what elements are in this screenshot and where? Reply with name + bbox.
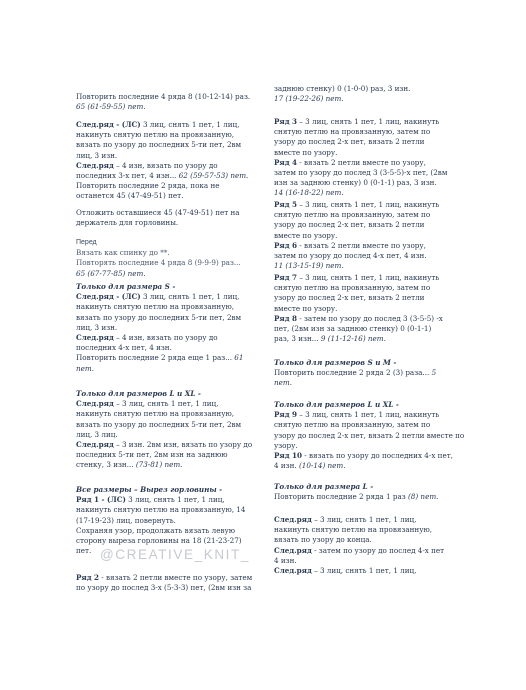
text-line: снятую петлю на провязанную, затем по bbox=[274, 210, 431, 220]
row-label: Ряд 6 bbox=[274, 240, 298, 250]
text-line: Сохраняя узор, продолжать вязать левую bbox=[76, 525, 235, 535]
row-label: След.ряд bbox=[76, 160, 114, 170]
left-block-3 bbox=[76, 208, 282, 228]
text-line: Вязать как спинку до **. bbox=[76, 248, 170, 258]
text-line: вместе по узору. bbox=[274, 147, 338, 157]
stitch-count: 61 bbox=[234, 353, 244, 363]
text-span: – 4 изн, вязать по узору до bbox=[113, 333, 218, 343]
text-line: 65 (61-59-55) пет. bbox=[76, 102, 146, 112]
text-line: лиц, 3 изн. bbox=[76, 322, 118, 332]
text-line: вместе по узору. bbox=[274, 230, 338, 240]
text-span: Повторить последние 2 ряда 1 раз bbox=[274, 492, 408, 502]
text-line: последних 4-х пет, 4 изн. bbox=[76, 343, 172, 353]
right-block-rows-3-4 bbox=[274, 117, 480, 199]
text-span: – 3 лиц, снять 1 пет, 1 лиц, накинуть bbox=[297, 410, 440, 420]
section-heading: Все размеры – Вырез горловины - bbox=[76, 485, 223, 494]
text-line: вязать по узору до конца. bbox=[274, 535, 372, 545]
text-span: последних 3-х пет, 4 изн... bbox=[76, 171, 179, 181]
text-span: – 3 лиц, снять 1 пет, 1 лиц, bbox=[113, 399, 219, 409]
text-line: затем по узору до послед 3 (3-5-5)-х пет, (2вм bbox=[274, 168, 448, 178]
stitch-count: пет. bbox=[76, 363, 94, 373]
text-line: пет, (2вм изн за заднюю стенку) 0 (0-1-1) bbox=[274, 324, 432, 334]
stitch-count: 65 (67-77-85) пет. bbox=[76, 268, 146, 278]
text-line: (17-19-23) лиц, повернуть. bbox=[76, 515, 176, 525]
section-heading: Только для размеров S и M - bbox=[274, 358, 397, 367]
text-span: - вязать 2 петли вместе по узору, затем bbox=[99, 573, 253, 582]
right-block-size-s-m bbox=[274, 358, 480, 389]
text-line: вместе по узору. bbox=[274, 303, 338, 313]
row-label: След.ряд bbox=[274, 566, 312, 576]
left-block-2 bbox=[76, 120, 282, 202]
text-line: затем по узору до послед 4-х пет, 4 изн. bbox=[274, 251, 427, 261]
text-line: узору до послед 2-х пет, вязать 2 петли bbox=[274, 293, 425, 303]
text-span: Повторить последние 2 ряда еще 1 раз... bbox=[76, 353, 235, 363]
text-line: накинуть снятую петлю на провязанную, bbox=[274, 525, 432, 535]
text-line: снятую петлю на провязанную, затем по bbox=[274, 283, 431, 293]
stitch-count: 11 (13-15-19) пет. bbox=[274, 261, 344, 271]
text-span: стенку, 3 изн... bbox=[76, 460, 136, 470]
section-heading: Только для размеров L и XL - bbox=[76, 389, 201, 398]
text-line: Повторить последние 4 ряда 8 (10-12-14) раз. bbox=[76, 92, 251, 101]
text-line: по узору до послед 3-х (5-3-3) пет, (2вм изн за bbox=[76, 583, 252, 593]
text-line: сторону выреза горловины на 18 (21-23-27) bbox=[76, 536, 242, 546]
text-span: – 3 изн. 2вм изн, вязать по узору до bbox=[113, 440, 253, 450]
text-line: заднюю стенку) 0 (1-0-0) раз, 3 изн. bbox=[274, 84, 411, 93]
section-heading: Перед bbox=[76, 239, 97, 246]
stitch-count: 9 (11-12-16) пет. bbox=[320, 334, 386, 344]
text-line: Отложить оставшиеся 45 (47-49-51) пет на bbox=[76, 208, 240, 217]
text-span: - затем по узору до послед 4-х пет bbox=[311, 545, 445, 555]
text-span: – 3 лиц, снять 1 пет, 1 лиц, накинуть bbox=[297, 200, 440, 209]
section-heading: Только для размера S - bbox=[76, 282, 176, 291]
text-line: узору до послед 2-х пет, вязать 2 петли вместе по bbox=[274, 430, 465, 440]
text-span: 3 лиц, снять 1 пет, 1 лиц, bbox=[140, 292, 240, 302]
text-line: накинуть снятую петлю на провязанную, bbox=[76, 130, 234, 140]
text-line: вязать по узору до последних 5-ти пет, 2вм bbox=[76, 312, 242, 322]
right-block-size-l-xl bbox=[274, 400, 480, 471]
text-line: вязать по узору до последних 5-ти пет, 2вм bbox=[76, 140, 242, 150]
text-span: 3 лиц, снять 1 пет, 1 лиц, bbox=[125, 495, 225, 505]
text-span: - вязать 2 петли вместе по узору, bbox=[297, 157, 426, 167]
row-label: Ряд 3 bbox=[274, 117, 298, 126]
text-line: накинуть снятую петлю на провязанную, 14 bbox=[76, 505, 246, 515]
left-block-neckline bbox=[76, 485, 282, 556]
stitch-count: 62 (59-57-53) пет. bbox=[178, 171, 249, 181]
text-line: Повторить последние 2 ряда, пока не bbox=[76, 181, 220, 191]
text-span: – 3 лиц, снять 1 пет, 1 лиц, накинуть bbox=[297, 273, 440, 282]
text-line: накинуть снятую петлю на провязанную, bbox=[76, 302, 234, 312]
stitch-count: (10-14) пет. bbox=[298, 461, 346, 471]
left-block-front bbox=[76, 238, 282, 279]
text-span: 3 лиц, снять 1 пет, 1 лиц, bbox=[140, 120, 240, 129]
row-label: След.ряд bbox=[76, 333, 114, 343]
row-label: Ряд 7 bbox=[274, 273, 298, 282]
text-span: - затем по узору до послед 3 (3-5-5) -х bbox=[297, 313, 443, 323]
row-label: Ряд 2 bbox=[76, 573, 100, 582]
text-line: держатель для горловины. bbox=[76, 218, 179, 228]
right-block-size-l bbox=[274, 482, 480, 502]
text-line: последних 5-ти пет, 2вм изн на заднюю bbox=[76, 450, 228, 460]
row-label: След.ряд - (ЛС) bbox=[76, 120, 141, 129]
stitch-count: пет. bbox=[274, 378, 292, 388]
text-span: – 3 лиц, снять 1 пет, 1 лиц, bbox=[311, 515, 417, 524]
right-block-next-rows bbox=[274, 515, 480, 576]
stitch-count: (73-81) пет. bbox=[135, 460, 183, 470]
row-label: След.ряд bbox=[76, 440, 114, 450]
section-heading: Только для размеров L и XL - bbox=[274, 400, 399, 409]
section-heading: Только для размера L - bbox=[274, 482, 374, 491]
row-label: След.ряд bbox=[76, 399, 114, 409]
text-line: лиц, 3 лиц. bbox=[76, 429, 118, 439]
row-label: След.ряд bbox=[274, 515, 312, 524]
right-block-rows-5-6 bbox=[274, 200, 480, 271]
row-label: Ряд 4 bbox=[274, 157, 298, 167]
stitch-count: 14 (16-18-22) пет. bbox=[274, 188, 344, 198]
text-line: вязать по узору до последних 5-ти пет, 2вм bbox=[76, 419, 242, 429]
left-block-size-s bbox=[76, 282, 282, 374]
row-label: Ряд 5 bbox=[274, 200, 298, 209]
stitch-count: (8) пет. bbox=[407, 492, 439, 502]
row-label: След.ряд - (ЛС) bbox=[76, 292, 141, 302]
left-block-row2 bbox=[76, 573, 282, 593]
text-line: изн за заднюю стенку) 0 (0-1-1) раз, 3 изн. bbox=[274, 178, 437, 188]
text-span: Повторить последние 2 ряда 2 (3) раза... bbox=[274, 368, 432, 378]
row-label: Ряд 1 - (ЛС) bbox=[76, 495, 126, 505]
right-block-1 bbox=[274, 84, 480, 104]
text-span: - вязать по узору до последних 4-х пет, bbox=[302, 451, 453, 461]
stitch-count: 17 (19-22-26) пет. bbox=[274, 94, 344, 104]
row-label: Ряд 10 bbox=[274, 451, 303, 461]
text-line: накинуть снятую петлю на провязанную, bbox=[76, 409, 234, 419]
text-line: лиц, 3 изн. bbox=[76, 150, 118, 160]
left-block-1 bbox=[76, 92, 282, 112]
row-label: След.ряд bbox=[274, 545, 312, 555]
row-label: Ряд 8 bbox=[274, 313, 298, 323]
text-line: узору. bbox=[274, 440, 298, 450]
text-line: снятую петлю на провязанную, затем по bbox=[274, 127, 431, 137]
text-span: – 4 изн, вязать по узору до bbox=[113, 160, 218, 170]
left-block-size-l-xl bbox=[76, 389, 282, 471]
text-line: 4 изн. bbox=[274, 555, 297, 565]
text-line: пет. bbox=[76, 546, 92, 556]
text-line: Повторять последние 4 ряда 8 (9-9-9) раз... bbox=[76, 258, 241, 268]
text-line: узору до послед 2-х пет, вязать 2 петли bbox=[274, 220, 425, 230]
watermark: @CREATIVE_KNIT_ bbox=[100, 547, 250, 562]
stitch-count: 5 bbox=[431, 368, 437, 378]
text-span: – 3 лиц, снять 1 пет, 1 лиц, накинуть bbox=[297, 117, 440, 126]
row-label: Ряд 9 bbox=[274, 410, 298, 420]
text-span: раз, 3 изн... bbox=[274, 334, 321, 344]
right-block-rows-7-8 bbox=[274, 273, 480, 344]
text-span: 4 изн. bbox=[274, 461, 299, 471]
text-span: – 3 лиц, снять 1 пет, 1 лиц, bbox=[311, 566, 417, 576]
text-line: снятую петлю на провязанную, затем по bbox=[274, 420, 431, 430]
text-span: - вязать 2 петли вместе по узору, bbox=[297, 240, 426, 250]
text-line: останется 45 (47-49-51) пет. bbox=[76, 191, 184, 201]
text-line: узору до послед 2-х пет, вязать 2 петли bbox=[274, 137, 425, 147]
